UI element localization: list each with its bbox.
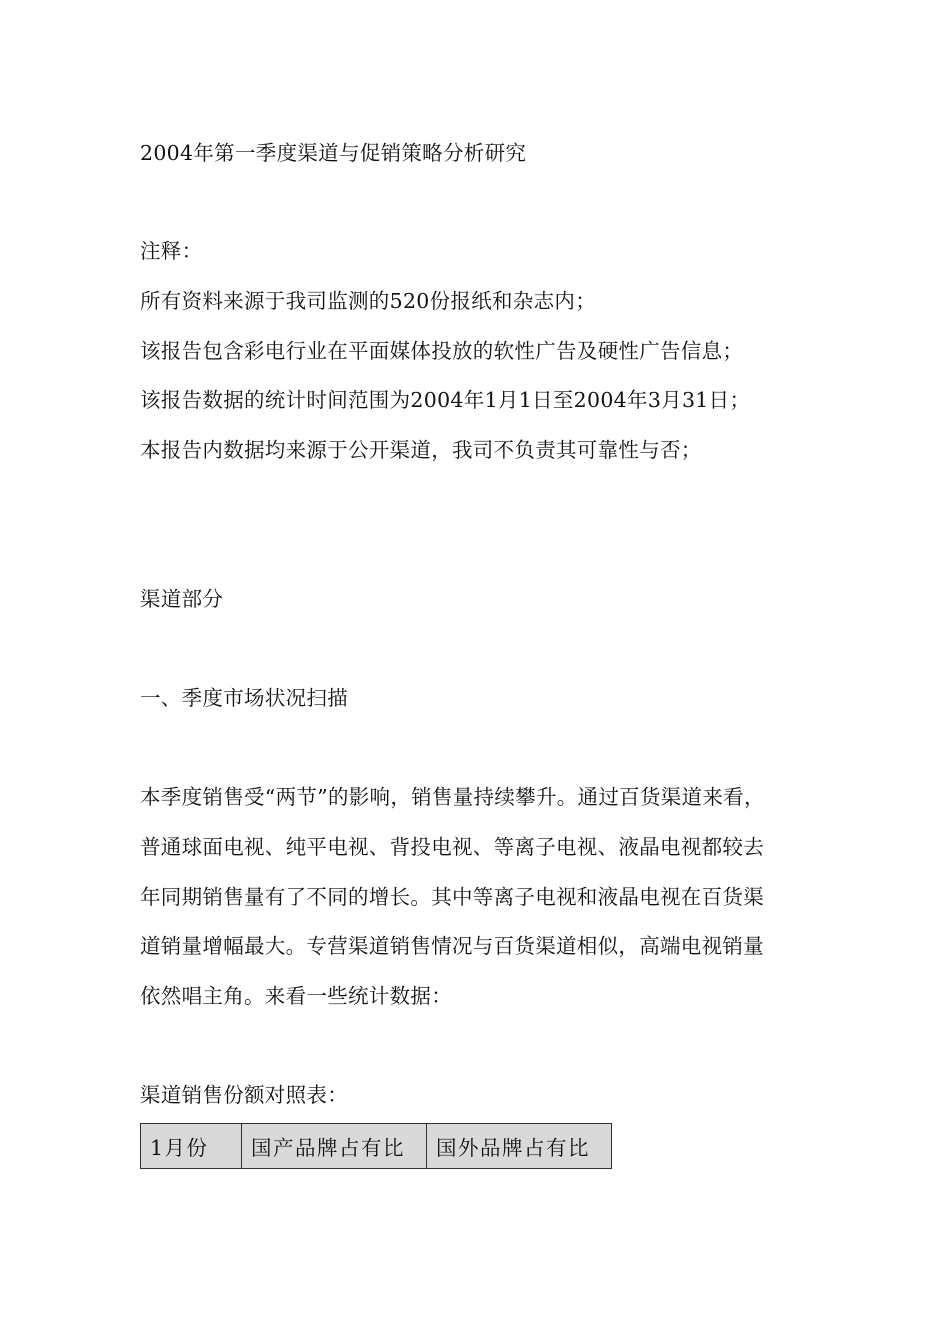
note-item: 本报告内数据均来源于公开渠道，我司不负责其可靠性与否； xyxy=(140,438,702,462)
table-header-cell: 国产品牌占有比 xyxy=(242,1124,427,1169)
paragraph-line: 年同期销售量有了不同的增长。其中等离子电视和液晶电视在百货渠 xyxy=(140,885,764,909)
paragraph-line: 普通球面电视、纯平电视、背投电视、等离子电视、液晶电视都较去 xyxy=(140,835,764,859)
notes-heading: 注释： xyxy=(140,239,203,263)
channel-share-table xyxy=(140,1123,612,1169)
document-title: 2004年第一季度渠道与促销策略分析研究 xyxy=(140,141,527,165)
table-header-cell: 1月份 xyxy=(141,1124,242,1169)
subsection-heading: 一、季度市场状况扫描 xyxy=(140,686,348,710)
note-item: 该报告包含彩电行业在平面媒体投放的软性广告及硬性广告信息； xyxy=(140,339,744,363)
note-item: 该报告数据的统计时间范围为2004年1月1日至2004年3月31日； xyxy=(140,388,751,412)
table-header-cell: 国外品牌占有比 xyxy=(427,1124,612,1169)
paragraph-line: 依然唱主角。来看一些统计数据： xyxy=(140,984,452,1008)
paragraph-line: 道销量增幅最大。专营渠道销售情况与百货渠道相似，高端电视销量 xyxy=(140,934,764,958)
table-caption: 渠道销售份额对照表： xyxy=(140,1083,348,1107)
section-heading: 渠道部分 xyxy=(140,587,224,611)
table-header-row xyxy=(141,1124,612,1169)
note-item: 所有资料来源于我司监测的520份报纸和杂志内； xyxy=(140,289,597,313)
paragraph-line: 本季度销售受“两节”的影响，销售量持续攀升。通过百货渠道来看， xyxy=(140,785,765,809)
